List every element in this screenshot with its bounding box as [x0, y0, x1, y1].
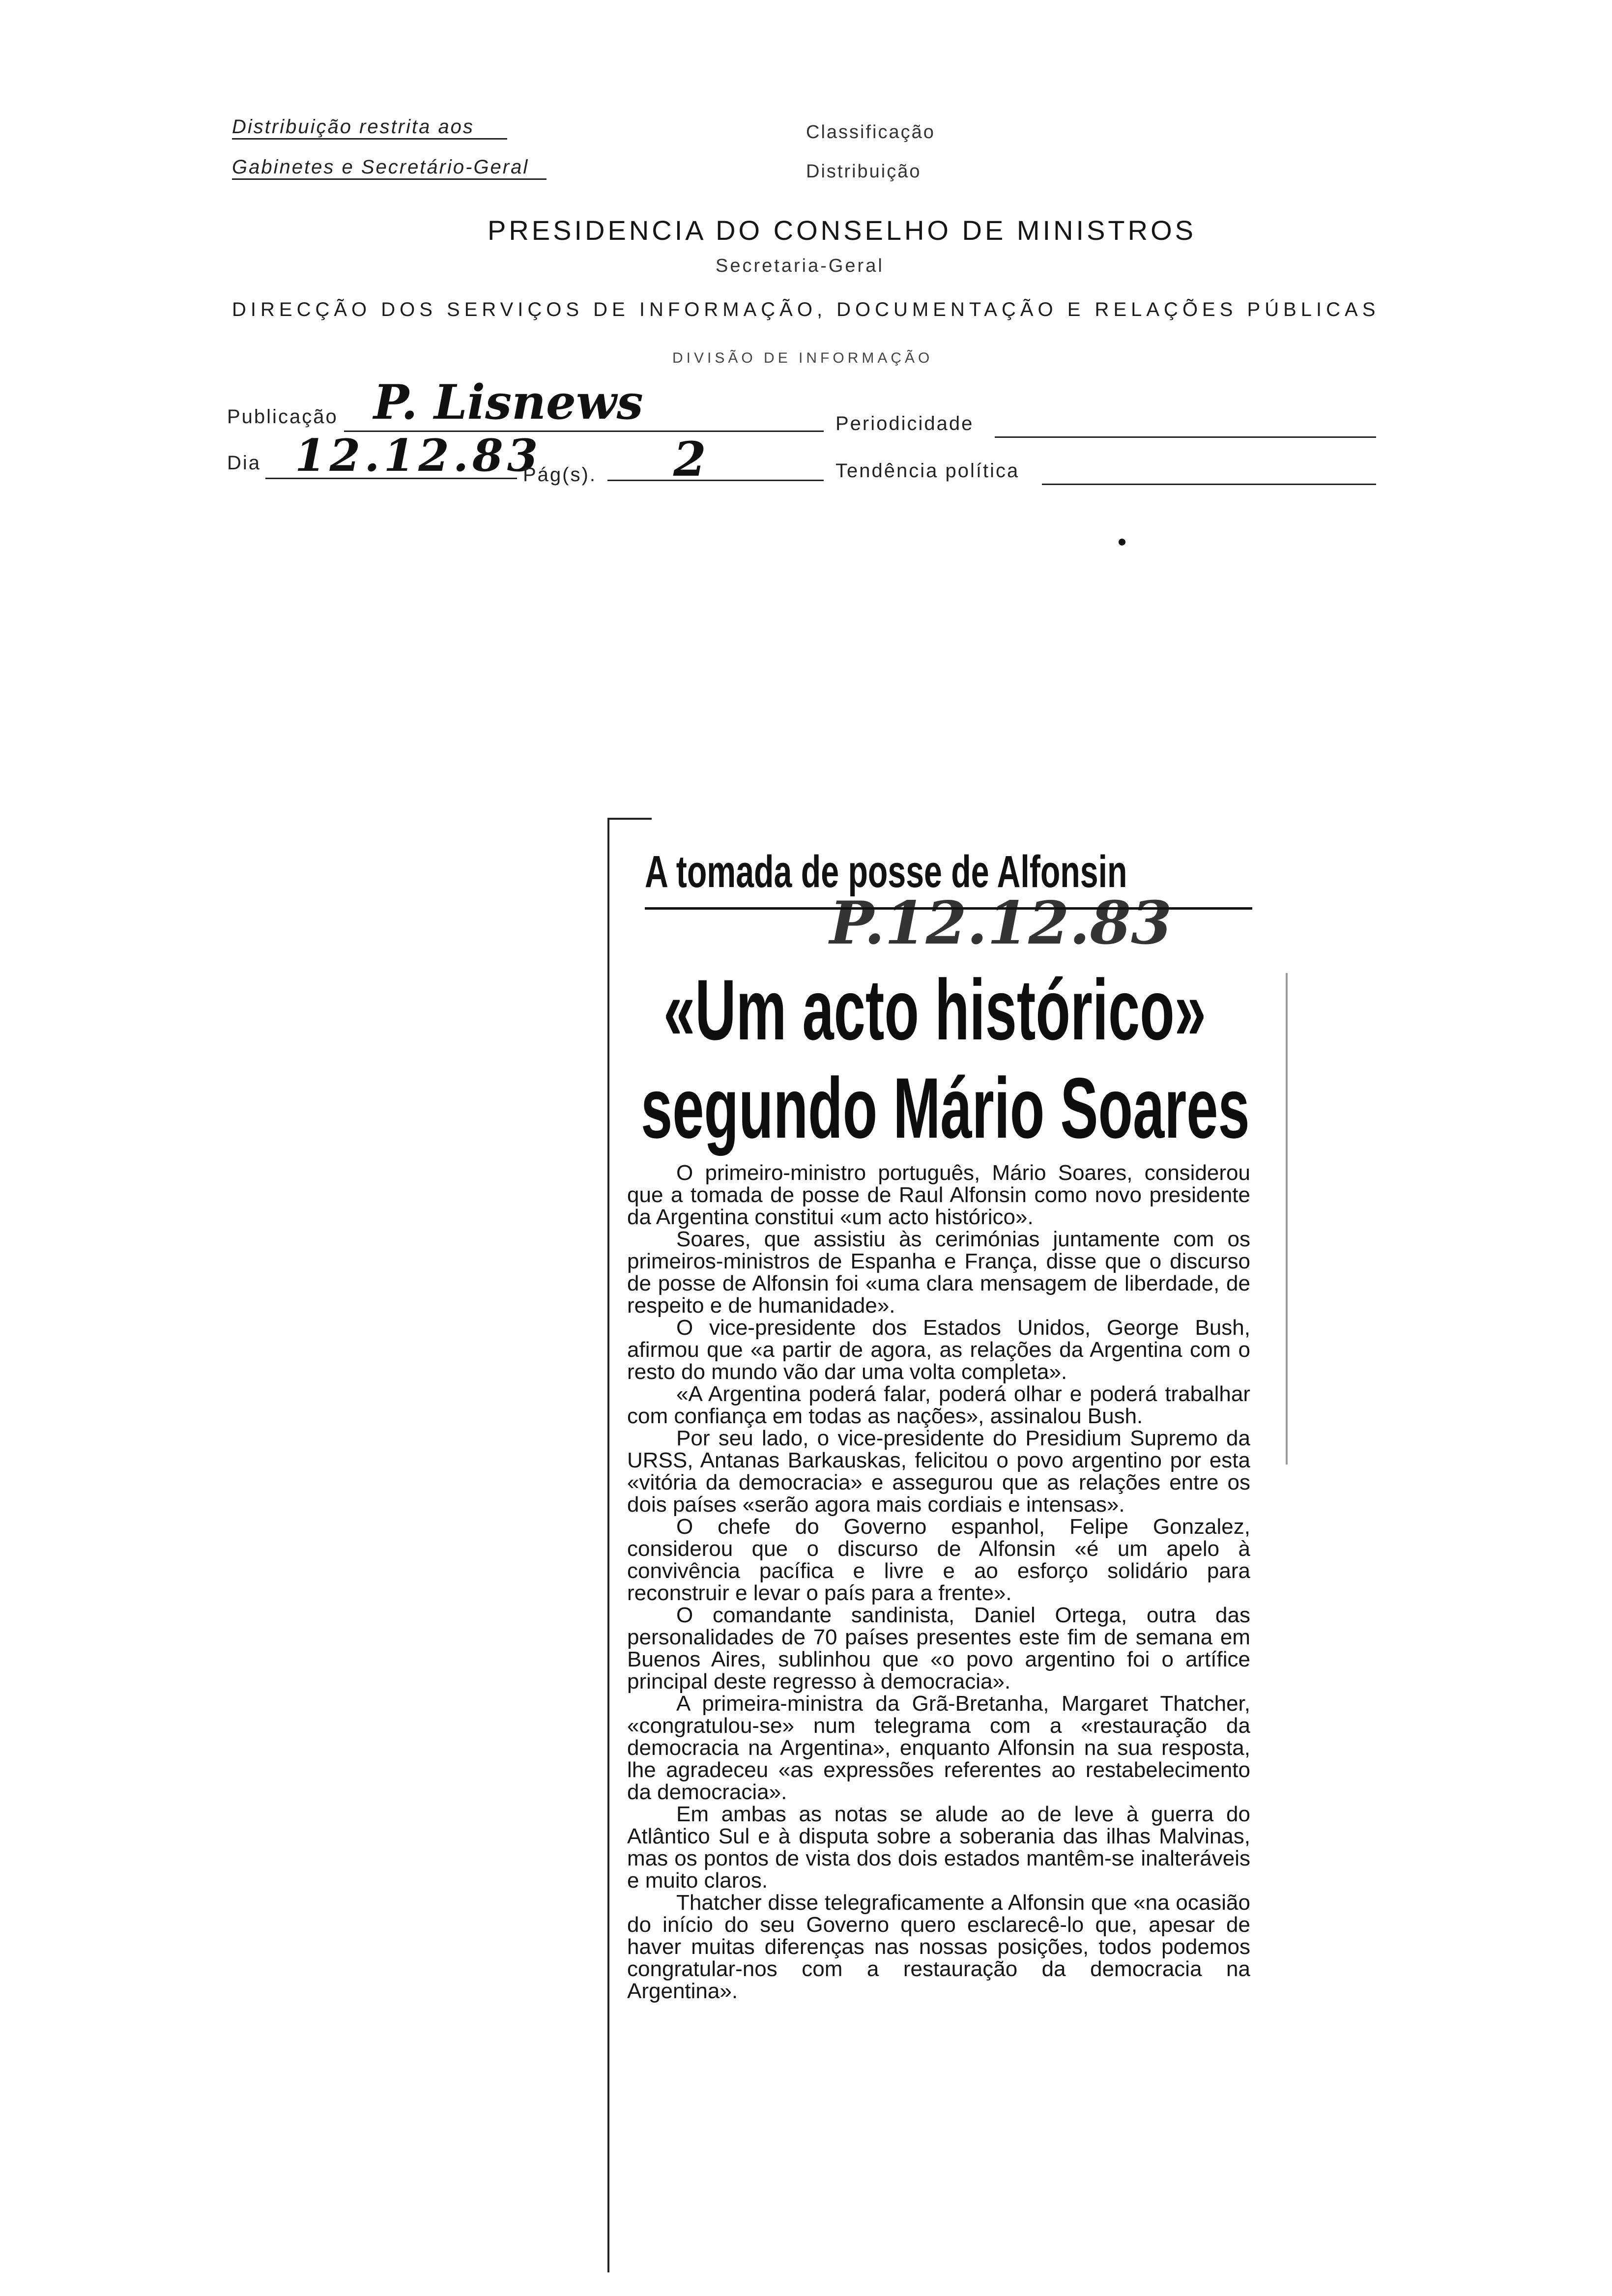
article-paragraph: A primeira-ministra da Grã-Bretanha, Margaret Thatcher, «congratulou-se» num telegrama com a «restauração da democracia na Argentina», enquanto Alfonsin na sua resposta, lhe agradeceu «as expressões referentes ao restabelecimento da democracia». [627, 1692, 1250, 1804]
division-label: DIVISÃO DE INFORMAÇÃO [672, 350, 933, 366]
article-paragraph: O vice-presidente dos Estados Unidos, George Bush, afirmou que «a partir de agora, as relações da Argentina com o resto do mundo vão dar uma volta completa». [627, 1316, 1250, 1384]
distribution-line-2: Gabinetes e Secretário-Geral [232, 156, 547, 180]
clipping-border-left [607, 818, 611, 2272]
distribution-line-1: Distribuição restrita aos [232, 116, 507, 140]
classificacao-label: Classificação [806, 122, 935, 143]
tendencia-underline [1042, 484, 1376, 485]
page-title: PRESIDENCIA DO CONSELHO DE MINISTROS [488, 215, 1196, 246]
article-paragraph: Soares, que assistiu às cerimónias juntamente com os primeiros-ministros de Espanha e França, disse que o discurso de posse de Alfonsin foi «uma clara mensagem de liberdade, de respeito e de humanidade». [627, 1227, 1250, 1318]
secretaria-label: Secretaria-Geral [716, 256, 884, 276]
article-paragraph: «A Argentina poderá falar, poderá olhar e poderá trabalhar com confiança em todas as nações», assinalou Bush. [627, 1382, 1250, 1428]
pags-label: Pág(s). [523, 464, 597, 486]
department-label: DIRECÇÃO DOS SERVIÇOS DE INFORMAÇÃO, DOCUMENTAÇÃO E RELAÇÕES PÚBLICAS [232, 299, 1380, 320]
clipping-kicker: A tomada de posse de Alfonsin [645, 847, 1127, 897]
article-paragraph: O comandante sandinista, Daniel Ortega, outra das personalidades de 70 países presentes este fim de semana em Buenos Aires, sublinhou que «o povo argentino foi o artífice principal deste regresso à democracia». [627, 1603, 1250, 1693]
pags-underline [607, 480, 824, 481]
periodicidade-underline [995, 436, 1376, 438]
dia-label: Dia [227, 452, 261, 474]
publicacao-label: Publicação [227, 406, 338, 428]
tendencia-label: Tendência política [835, 460, 1020, 482]
distribuicao-label: Distribuição [806, 161, 921, 182]
pags-handwritten: 2 [673, 431, 706, 487]
article-paragraph: O primeiro-ministro português, Mário Soares, considerou que a tomada de posse de Raul Alfonsin como novo presidente da Argentina constitui «um acto histórico». [627, 1161, 1250, 1229]
clipping-edge-right [1286, 973, 1288, 1464]
article-paragraph: Thatcher disse telegraficamente a Alfonsin que «na ocasião do início do seu Governo quero esclarecê-lo que, apesar de haver muitas diferenças nas nossas posições, todos podemos congratular-nos com a restauração da democracia na Argentina». [627, 1891, 1250, 2003]
clipping-border-top [607, 818, 652, 820]
headline-line-2: segundo Mário Soares [641, 1061, 1250, 1156]
article-body [627, 1162, 1250, 2002]
periodicidade-label: Periodicidade [835, 413, 974, 434]
clipping-handwritten-note: P.12.12.83 [830, 889, 1172, 958]
article-paragraph: Em ambas as notas se alude ao de leve à guerra do Atlântico Sul e à disputa sobre a soberania das ilhas Malvinas, mas os pontos de vista dos dois estados mantêm-se inalteráveis e muito claros. [627, 1802, 1250, 1893]
dia-handwritten: 12.12.83 [295, 430, 542, 482]
headline-line-1: «Um acto histórico» [663, 962, 1206, 1058]
article-paragraph: O chefe do Governo espanhol, Felipe Gonzalez, considerou que o discurso de Alfonsin «é um apelo à convivência pacífica e livre e ao esforço solidário para reconstruir e levar o país para a frente». [627, 1515, 1250, 1605]
article-paragraph: Por seu lado, o vice-presidente do Presidium Supremo da URSS, Antanas Barkauskas, felicitou o povo argentino por esta «vitória da democracia» e assegurou que as relações entre os dois países «serão agora mais cordiais e intensas». [627, 1426, 1250, 1517]
ink-dot [1119, 539, 1125, 545]
publicacao-handwritten: P. Lisnews [374, 374, 643, 430]
